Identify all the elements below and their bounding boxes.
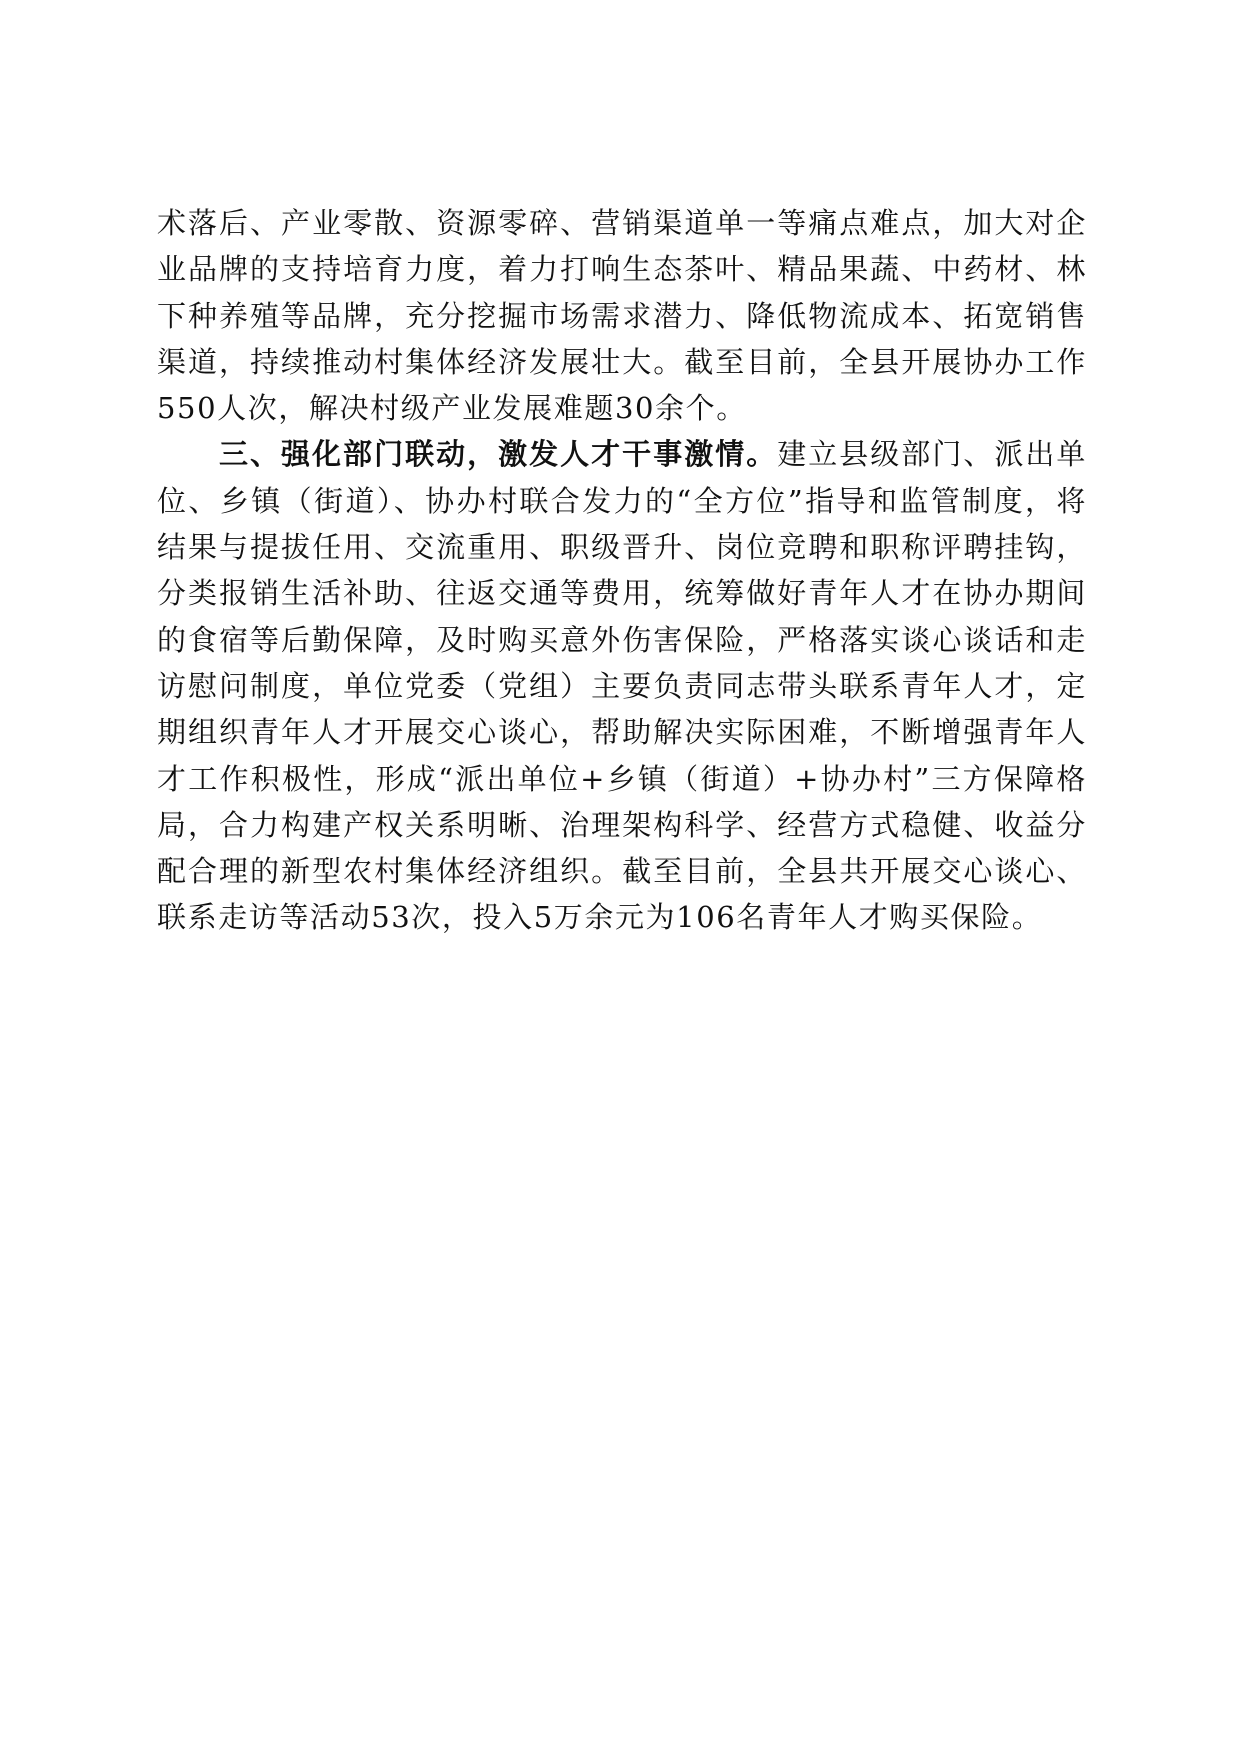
section-heading: 三、强化部门联动，激发人才干事激情。 (219, 437, 778, 472)
document-body (157, 200, 1087, 941)
paragraph-section-three (157, 431, 1087, 940)
paragraph-continuation (157, 200, 1087, 431)
paragraph-text: 建立县级部门、派出单位、乡镇（街道）、协办村联合发力的“全方位”指导和监管制度，将结果与提拔任用、交流重用、职级晋升、岗位竞聘和职称评聘挂钩，分类报销生活补助、往返交通等费用，统筹做好青年人才在协办期间的食宿等后勤保障，及时购买意外伤害保险，严格落实谈心谈话和走访慰问制度，单位党委（党组）主要负责同志带头联系青年人才，定期组织青年人才开展交心谈心，帮助解决实际困难，不断增强青年人才工作积极性，形成“派出单位+乡镇（街道）+协办村”三方保障格局，合力构建产权关系明晰、治理架构科学、经营方式稳健、收益分配合理的新型农村集体经济组织。截至目前，全县共开展交心谈心、联系走访等活动53次，投入5万余元为106名青年人才购买保险。 (157, 437, 1087, 935)
paragraph-text: 术落后、产业零散、资源零碎、营销渠道单一等痛点难点，加大对企业品牌的支持培育力度，着力打响生态茶叶、精品果蔬、中药材、林下种养殖等品牌，充分挖掘市场需求潜力、降低物流成本、拓宽销售渠道，持续推动村集体经济发展壮大。截至目前，全县开展协办工作550人次，解决村级产业发展难题30余个。 (157, 206, 1087, 426)
